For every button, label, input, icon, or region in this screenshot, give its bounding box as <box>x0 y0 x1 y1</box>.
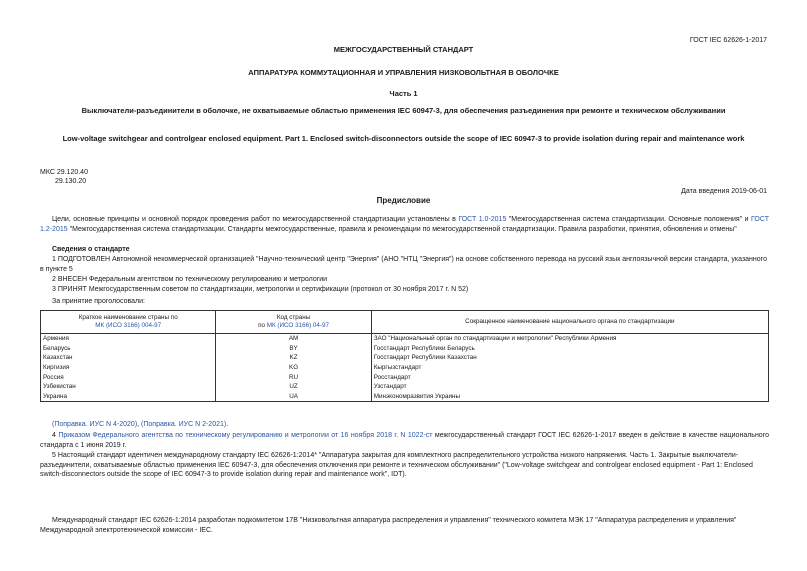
header-country-text: Краткое наименование страны по <box>78 314 178 321</box>
info-item-5: 5 Настоящий стандарт идентичен международному стандарту IEC 62626-1:2014* "Аппаратура закрытая для комплектного распределительного устройства низкого напряжения. Часть 1. Закрытые выключатели-разъединители, охватываемые областью применения IEC 60947-3, для обеспечения отключения при ремонте и техническом обслуживании" ("Low-voltage switchgear and controlgear enclosed equipment - Part 1: Enclosed switch-disconnectors outside the scope of IEC 60947-3 to provide isolation during repair and maintenance work", IDT). <box>40 452 753 479</box>
header-country <box>41 311 216 334</box>
table-row <box>41 382 769 392</box>
code-cell: KZ <box>216 353 371 363</box>
amendment-2021-link[interactable]: (Поправка. ИУС N 2-2021) <box>141 421 227 428</box>
effective-date: Дата введения 2019-06-01 <box>681 188 767 195</box>
info-item-3: 3 ПРИНЯТ Межгосударственным советом по стандартизации, метрологии и сертификации (протокол от 30 ноября 2017 г. N 52) <box>52 286 469 293</box>
org-cell: Кыргызстандарт <box>371 363 768 373</box>
subtitle-en: Low-voltage switchgear and controlgear enclosed equipment. Part 1. Enclosed switch-disconnectors outside the scope of IEC 60947-3 to provide isolation during repair and maintenance work <box>62 134 745 143</box>
amendment-end: . <box>226 421 229 428</box>
preface-text-1: Цели, основные принципы и основной порядок проведения работ по межгосударственной стандартизации установлены в <box>52 216 459 223</box>
code-cell: UZ <box>216 382 371 392</box>
country-cell: Киргизия <box>43 364 70 372</box>
preface-text-3: "Межгосударственная система стандартизации. Стандарты межгосударственные, правила и рекомендации по межгосударственной стандартизации. Правила разработки, принятия, обновления и отмены" <box>67 225 737 233</box>
table-row <box>41 392 769 402</box>
code-cell: RU <box>216 372 371 382</box>
mks-code-2: 29.130.20 <box>55 178 87 185</box>
table-row <box>41 363 769 373</box>
org-cell: Минэкономразвития Украины <box>371 392 768 402</box>
country-cell: Армения <box>43 335 69 343</box>
code-cell: UA <box>216 392 371 402</box>
table-row <box>41 372 769 382</box>
item-4-text: межгосударственный стандарт ГОСТ IEC 62626-1-2017 введен в действие в качестве национального стандарта с 1 июня 2019 г. <box>40 432 769 449</box>
org-cell: Узстандарт <box>371 382 768 392</box>
voted-label: За принятие проголосовали: <box>52 298 145 305</box>
doc-title: АППАРАТУРА КОММУТАЦИОННАЯ И УПРАВЛЕНИЯ НИЗКОВОЛЬТНАЯ В ОБОЛОЧКЕ <box>248 68 559 77</box>
country-cell: Россия <box>43 373 64 381</box>
gost-1-2-link[interactable]: ГОСТ 1.2-2015 <box>40 216 769 233</box>
gost-1-0-link[interactable]: ГОСТ 1.0-2015 <box>458 216 507 223</box>
country-cell: Казахстан <box>43 354 73 362</box>
header-code <box>216 311 371 334</box>
org-cell: Госстандарт Республики Беларусь <box>371 344 768 354</box>
voting-table <box>40 310 769 402</box>
doc-code: ГОСТ IEC 62626-1-2017 <box>689 37 767 44</box>
info-item-2: 2 ВНЕСЕН Федеральным агентством по техническому регулированию и метрологии <box>52 276 328 283</box>
standard-header: МЕЖГОСУДАРСТВЕННЫЙ СТАНДАРТ <box>333 45 474 54</box>
preface-paragraph <box>40 215 769 234</box>
header-code-text: Код страны <box>276 314 311 321</box>
mk-04-97-link[interactable]: МК (ИСО 3166) 04-97 <box>266 322 330 329</box>
preface-text-2: "Межгосударственная система стандартизации. Основные положения" и <box>506 216 752 223</box>
table-row <box>41 344 769 354</box>
intl-standard-paragraph: Международный стандарт IEC 62626-1:2014 разработан подкомитетом 17В "Низковольтная аппаратура распределения и управления" технического комитета МЭК 17 "Аппаратура распределения и управления" Международной электротехнической комиссии - IEC. <box>40 517 737 534</box>
doc-part: Часть 1 <box>389 89 418 98</box>
country-cell: Узбекистан <box>43 383 76 391</box>
org-cell: Росстандарт <box>371 372 768 382</box>
info-item-4 <box>40 431 769 450</box>
amendments-line <box>52 420 228 430</box>
subtitle-ru: Выключатели-разъединители в оболочке, не охватываемые областью применения IEC 60947-3, для обеспечения разъединения при ремонте и техническом обслуживании <box>81 106 726 115</box>
country-cell: Украина <box>41 392 216 402</box>
amendment-separator: , <box>137 421 142 428</box>
code-cell: BY <box>216 344 371 354</box>
table-row <box>41 353 769 363</box>
country-cell: Беларусь <box>43 344 71 352</box>
header-org: Сокращенное наименование национального органа по стандартизации <box>371 311 768 334</box>
code-cell: AM <box>216 334 371 344</box>
table-header-row <box>41 311 769 334</box>
code-cell: KG <box>216 363 371 373</box>
info-item-1: 1 ПОДГОТОВЛЕН Автономной некоммерческой организацией "Научно-технический центр "Энергия" (АНО "НТЦ "Энергия") на основе собственного перевода на русский язык англоязычной версии стандарта, указанного в пункте 5 <box>40 256 767 273</box>
org-cell: ЗАО "Национальный орган по стандартизации и метрологии" Республики Армения <box>371 334 768 344</box>
item-4-number: 4 <box>52 432 59 439</box>
table-row <box>41 334 769 344</box>
header-code-prefix: по <box>258 322 267 329</box>
mk-004-97-link[interactable]: МК (ИСО 3166) 004-97 <box>95 322 162 329</box>
info-heading: Сведения о стандарте <box>52 246 130 253</box>
order-link[interactable]: Приказом Федерального агентства по техническому регулированию и метрологии от 16 ноября 2018 г. N 1022-ст <box>58 432 433 439</box>
preface-title: Предисловие <box>376 196 431 205</box>
mks-code-1: МКС 29.120.40 <box>40 169 88 176</box>
org-cell: Госстандарт Республики Казахстан <box>371 353 768 363</box>
amendment-2020-link[interactable]: (Поправка. ИУС N 4-2020) <box>52 421 138 428</box>
